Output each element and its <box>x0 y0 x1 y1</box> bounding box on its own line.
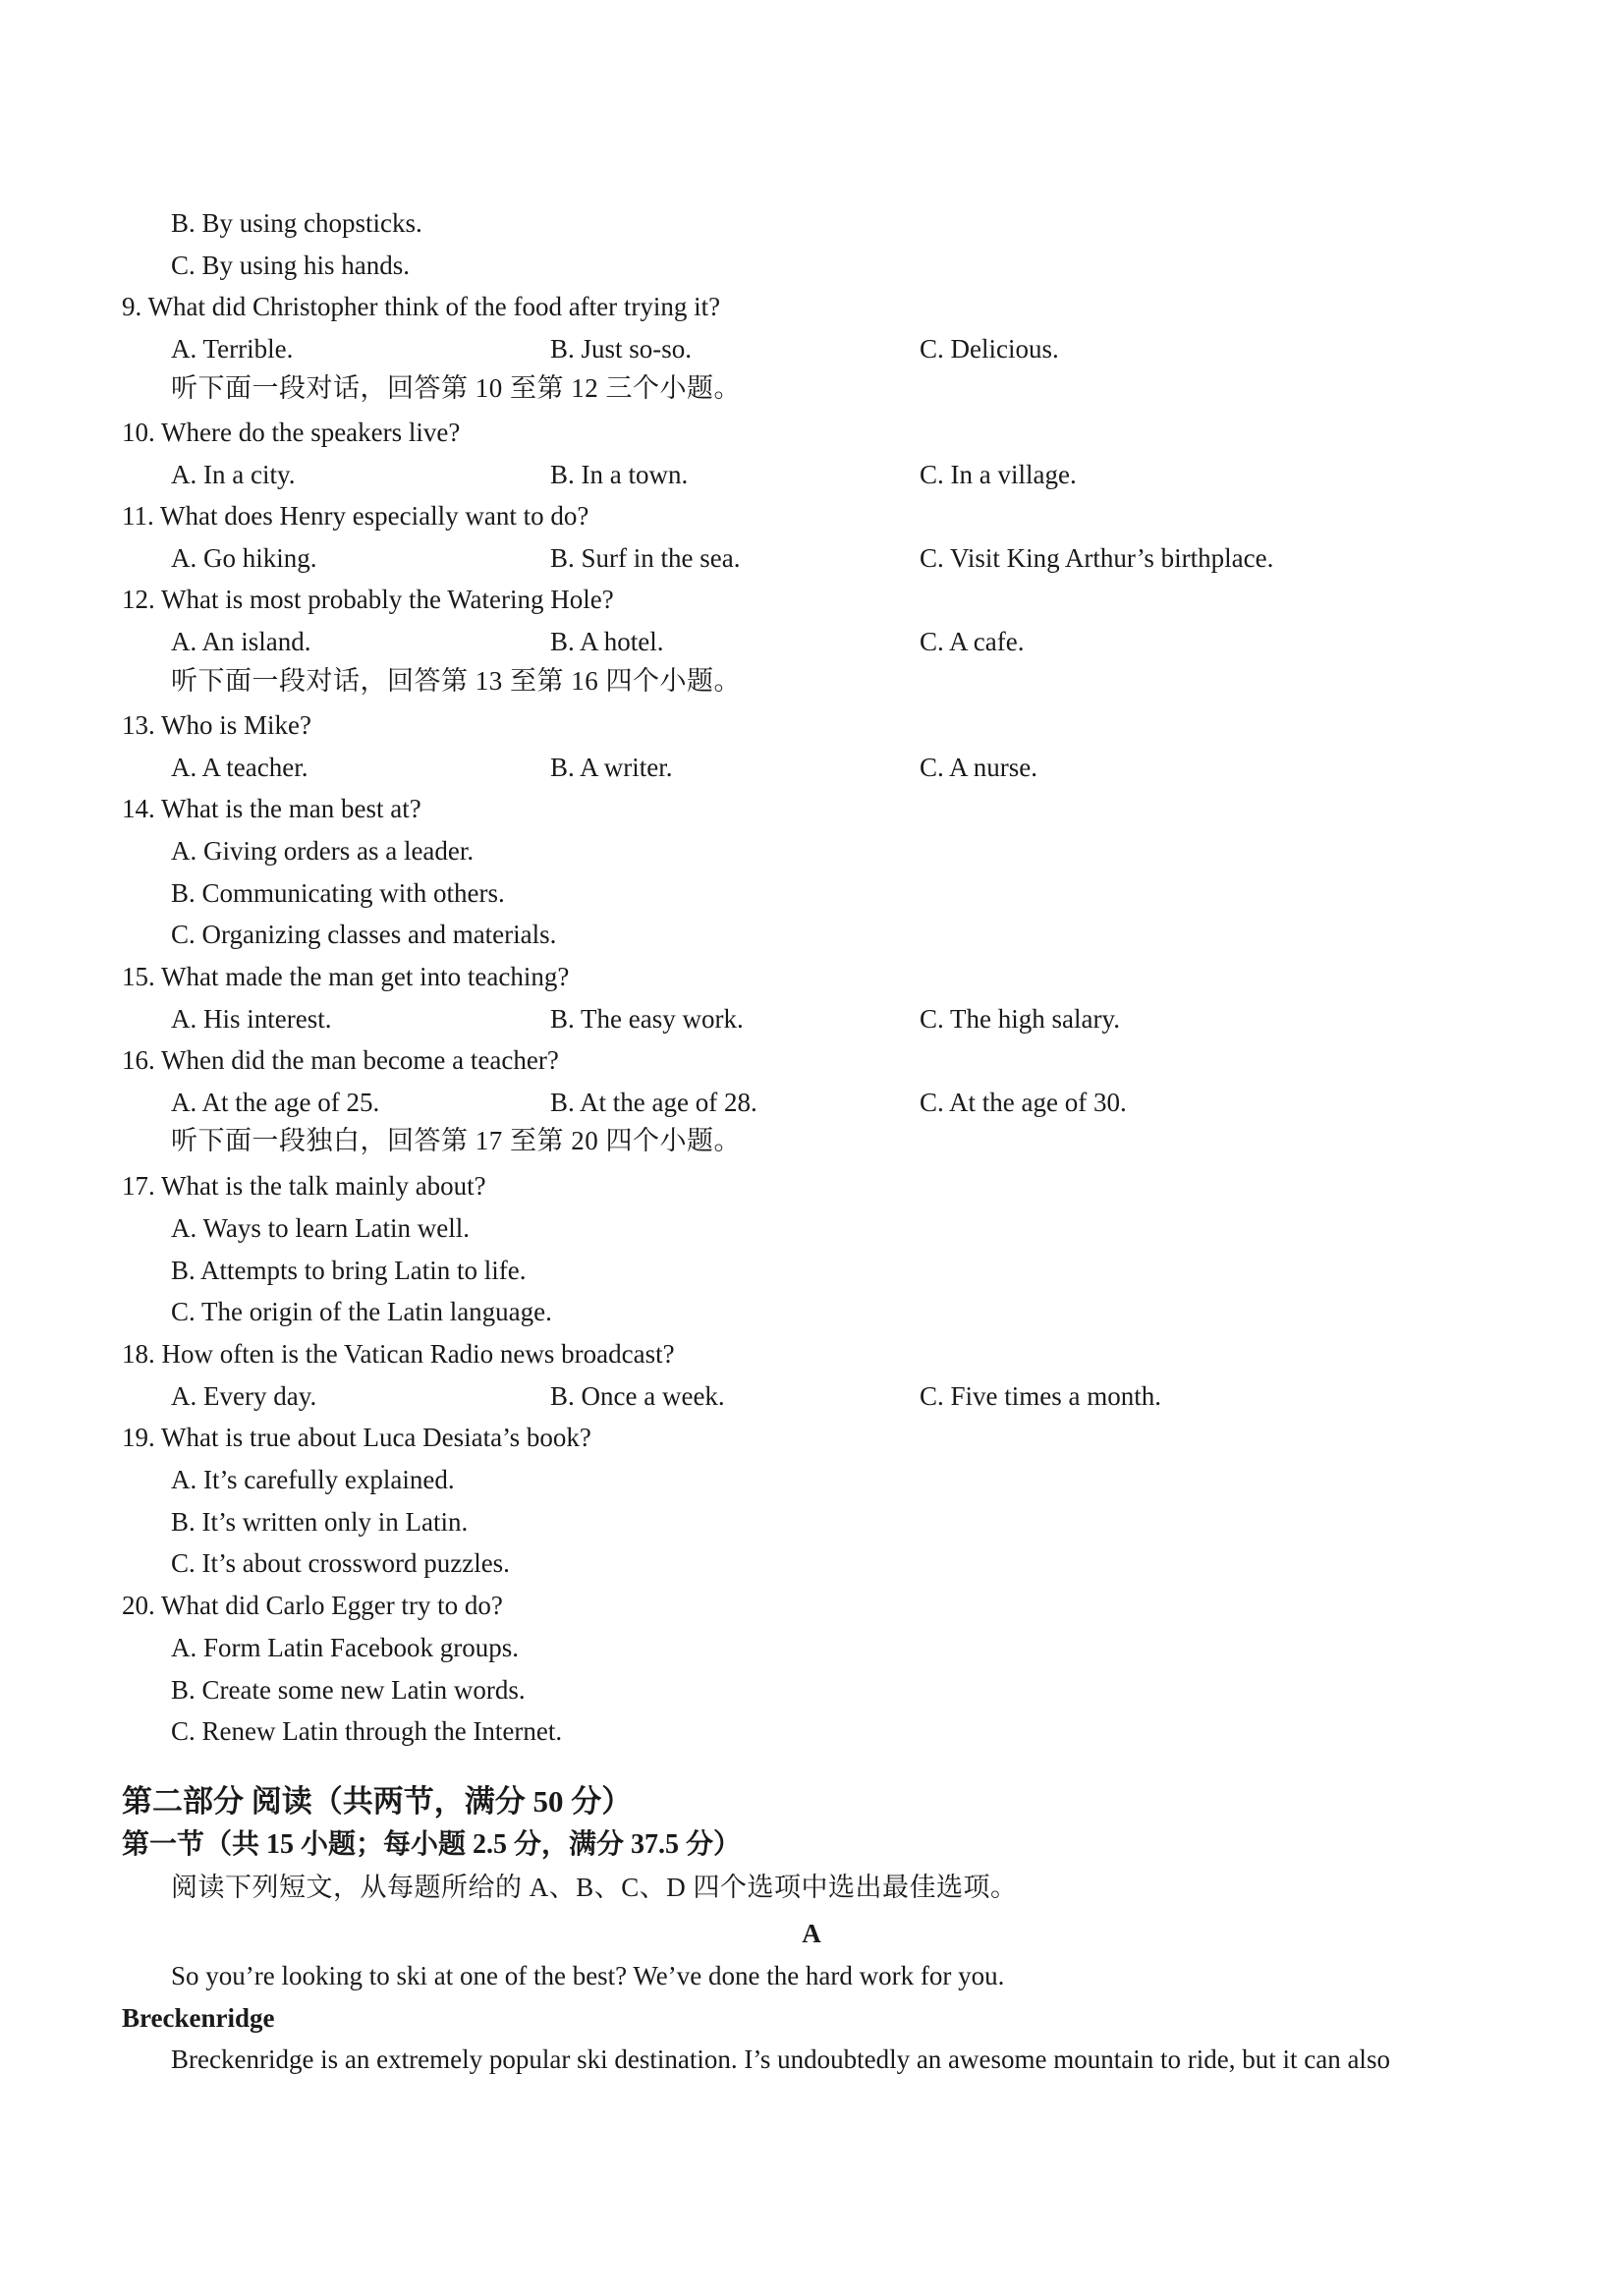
q12-option-a: A. An island. <box>171 627 311 656</box>
q16-option-c: C. At the age of 30. <box>920 1088 1127 1117</box>
subheading-breckenridge: Breckenridge <box>122 2003 275 2033</box>
q15-option-b: B. The easy work. <box>550 1004 744 1034</box>
q19-option-b: B. It’s written only in Latin. <box>171 1507 469 1537</box>
passage-label: A <box>802 1919 821 1948</box>
q11-question: 11. What does Henry especially want to do? <box>122 501 589 531</box>
q9-option-b: B. Just so-so. <box>550 334 693 364</box>
q10-option-a: A. In a city. <box>171 460 296 489</box>
instruction-17-20: 听下面一段独白，回答第 17 至第 20 四个小题。 <box>171 1126 741 1155</box>
q10-option-b: B. In a town. <box>550 460 689 489</box>
q12-option-c: C. A cafe. <box>920 627 1025 656</box>
q10-option-c: C. In a village. <box>920 460 1077 489</box>
passage-paragraph: Breckenridge is an extremely popular ski destination. I’s undoubtedly an awesome mountain to ride, but it can also <box>171 2044 1390 2074</box>
q13-option-a: A. A teacher. <box>171 753 308 782</box>
q18-question: 18. How often is the Vatican Radio news broadcast? <box>122 1339 675 1369</box>
passage-intro: So you’re looking to ski at one of the best? We’ve done the hard work for you. <box>171 1961 1005 1990</box>
q9-question: 9. What did Christopher think of the food after trying it? <box>122 292 721 321</box>
q14-option-b: B. Communicating with others. <box>171 878 505 908</box>
q12-option-b: B. A hotel. <box>550 627 664 656</box>
section-one-title: 第一节（共 15 小题；每小题 2.5 分，满分 37.5 分） <box>122 1829 742 1860</box>
q8-option-c: C. By using his hands. <box>171 251 411 280</box>
q20-option-a: A. Form Latin Facebook groups. <box>171 1633 519 1662</box>
q16-option-b: B. At the age of 28. <box>550 1088 757 1117</box>
q19-option-c: C. It’s about crossword puzzles. <box>171 1548 510 1578</box>
q14-option-a: A. Giving orders as a leader. <box>171 836 475 866</box>
q9-option-c: C. Delicious. <box>920 334 1059 364</box>
q14-option-c: C. Organizing classes and materials. <box>171 920 557 949</box>
q20-question: 20. What did Carlo Egger try to do? <box>122 1591 503 1620</box>
q18-option-b: B. Once a week. <box>550 1381 725 1411</box>
q19-option-a: A. It’s carefully explained. <box>171 1465 455 1494</box>
q13-option-b: B. A writer. <box>550 753 673 782</box>
q15-question: 15. What made the man get into teaching? <box>122 962 570 991</box>
q13-option-c: C. A nurse. <box>920 753 1038 782</box>
q20-option-c: C. Renew Latin through the Internet. <box>171 1716 563 1746</box>
q11-option-a: A. Go hiking. <box>171 543 317 573</box>
q17-option-c: C. The origin of the Latin language. <box>171 1297 552 1326</box>
q18-option-a: A. Every day. <box>171 1381 317 1411</box>
q17-option-b: B. Attempts to bring Latin to life. <box>171 1256 527 1285</box>
q18-option-c: C. Five times a month. <box>920 1381 1161 1411</box>
q15-option-c: C. The high salary. <box>920 1004 1120 1034</box>
q14-question: 14. What is the man best at? <box>122 794 421 823</box>
q16-option-a: A. At the age of 25. <box>171 1088 380 1117</box>
instruction-10-12: 听下面一段对话，回答第 10 至第 12 三个小题。 <box>171 373 741 403</box>
q11-option-b: B. Surf in the sea. <box>550 543 741 573</box>
q16-question: 16. When did the man become a teacher? <box>122 1045 559 1075</box>
instruction-13-16: 听下面一段对话，回答第 13 至第 16 四个小题。 <box>171 666 741 696</box>
q20-option-b: B. Create some new Latin words. <box>171 1675 526 1705</box>
q9-option-a: A. Terrible. <box>171 334 294 364</box>
q10-question: 10. Where do the speakers live? <box>122 418 461 447</box>
q8-option-b: B. By using chopsticks. <box>171 208 422 238</box>
q11-option-c: C. Visit King Arthur’s birthplace. <box>920 543 1274 573</box>
reading-instruction: 阅读下列短文，从每题所给的 A、B、C、D 四个选项中选出最佳选项。 <box>171 1873 1018 1902</box>
q19-question: 19. What is true about Luca Desiata’s book? <box>122 1423 591 1452</box>
q17-option-a: A. Ways to learn Latin well. <box>171 1213 471 1243</box>
q13-question: 13. Who is Mike? <box>122 710 311 740</box>
q15-option-a: A. His interest. <box>171 1004 332 1034</box>
q12-question: 12. What is most probably the Watering Hole? <box>122 585 614 614</box>
part-two-title: 第二部分 阅读（共两节，满分 50 分） <box>122 1784 633 1819</box>
q17-question: 17. What is the talk mainly about? <box>122 1171 486 1201</box>
